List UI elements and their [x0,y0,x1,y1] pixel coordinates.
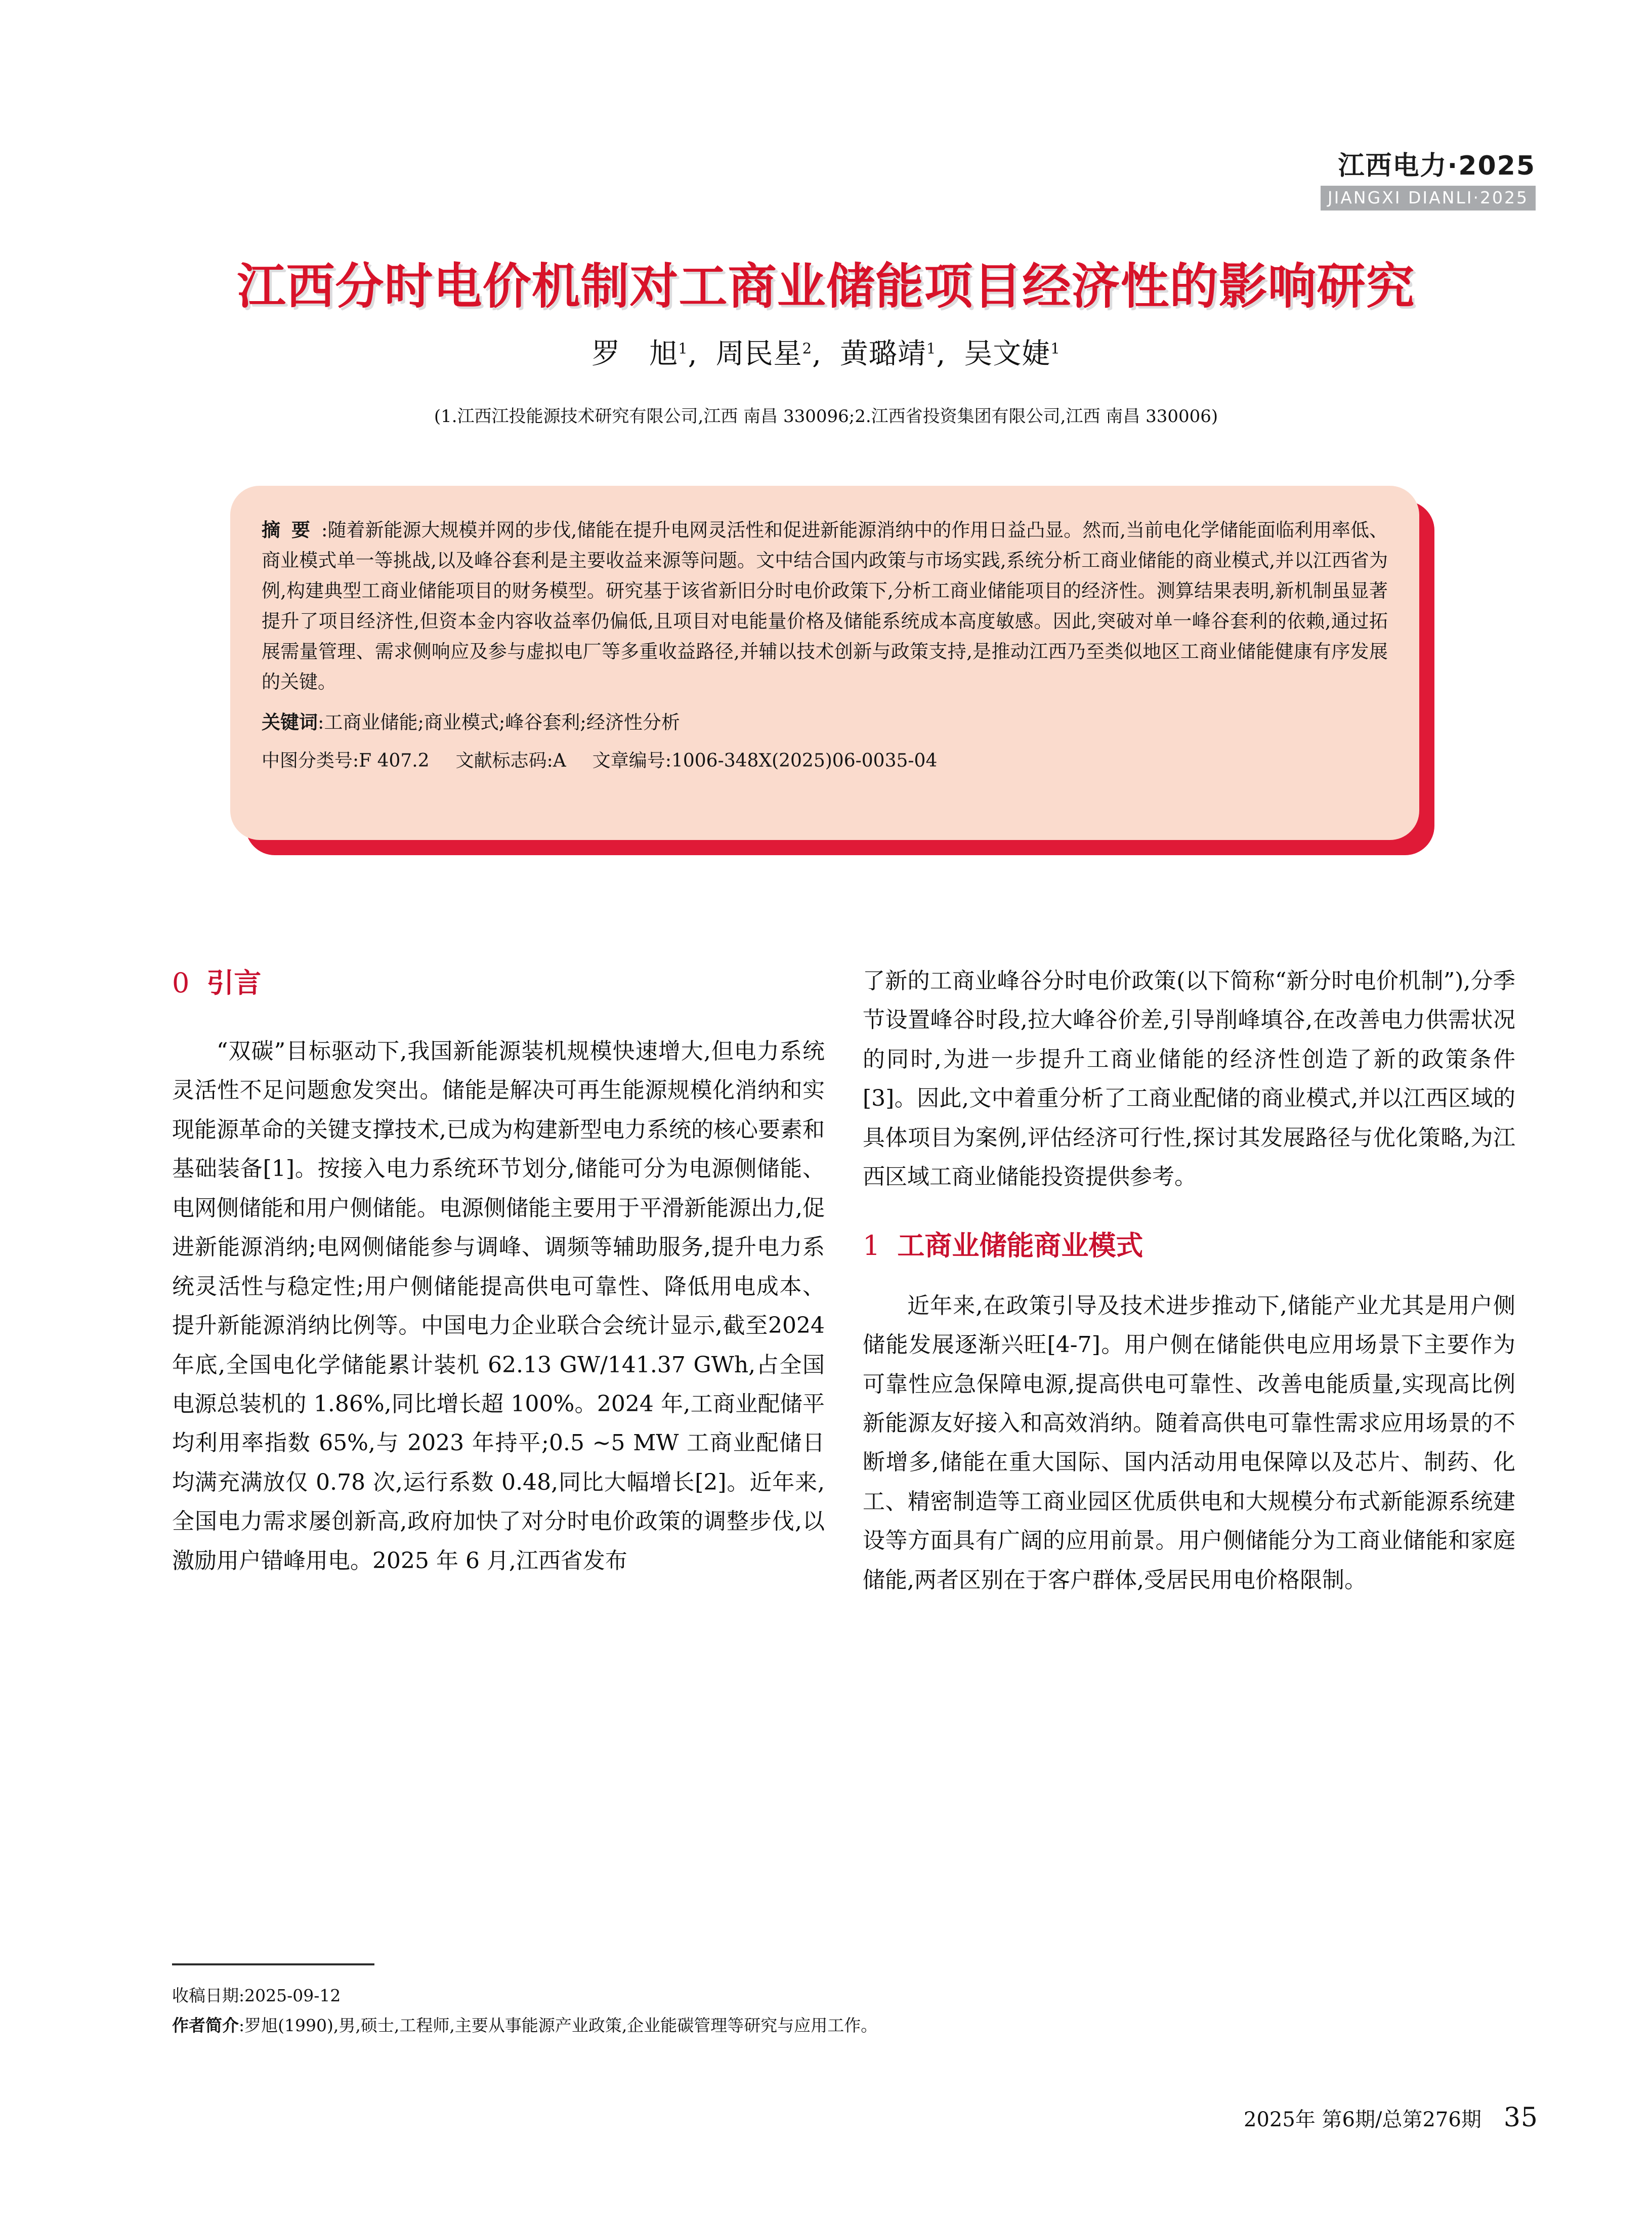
author-bio-label: 作者简介 [172,2015,239,2035]
author-bio-value: 罗旭(1990),男,硕士,工程师,主要从事能源产业政策,企业能碳管理等研究与应用工作。 [244,2015,878,2035]
section-number: 1 [863,1229,880,1262]
issue-info: 2025年 第6期/总第276期 [1244,2108,1481,2131]
received-date-line: 收稿日期:2025-09-12 [172,1986,341,2005]
abstract-colon: : [321,519,328,541]
received-date-value: 2025-09-12 [244,1986,341,2005]
right-column [863,961,1515,1600]
doc-code-value: A [553,750,566,771]
keywords-value: 工商业储能;商业模式;峰谷套利;经济性分析 [324,711,680,733]
received-date-label: 收稿日期 [172,1986,239,2005]
section-title: 工商业储能商业模式 [897,1229,1143,1262]
section-number: 0 [172,967,190,999]
section-title: 引言 [206,967,262,999]
abstract-text: 随着新能源大规模并网的步伐,储能在提升电网灵活性和促进新能源消纳中的作用日益凸显。然而,当前电化学储能面临利用率低、商业模式单一等挑战,以及峰谷套利是主要收益来源等问题。文中结合国内政策与市场实践,系统分析工商业储能的商业模式,并以江西省为例,构建典型工商业储能项目的财务模型。研究基于该省新旧分时电价政策下,分析工商业储能项目的经济性。测算结果表明,新机制虽显著提升了项目经济性,但资本金内容收益率仍偏低,且项目对电能量价格及储能系统成本高度敏感。因此,突破对单一峰谷套利的依赖,通过拓展需量管理、需求侧响应及参与虚拟电厂等多重收益路径,并辅以技术创新与政策支持,是推动江西乃至类似地区工商业储能健康有序发展的关键。 [262,519,1388,693]
abstract-card-wrapper [230,486,1419,840]
author-bio-line: 作者简介:罗旭(1990),男,硕士,工程师,主要从事能源产业政策,企业能碳管理等研究与应用工作。 [172,2015,878,2035]
author-affiliation-marker: 1 [926,340,937,357]
clc-value: F 407.2 [359,750,430,771]
abstract-label: 摘要 [262,519,321,541]
classification-line: 中图分类号:F 407.2 文献标志码:A 文章编号:1006-348X(2025)06-0035-04 [262,750,938,771]
author-affiliation-marker: 2 [802,340,813,357]
article-title: 江西分时电价机制对工商业储能项目经济性的影响研究 [237,258,1415,315]
body-paragraph: “双碳”目标驱动下,我国新能源装机规模快速增大,但电力系统灵活性不足问题愈发突出。储能是解决可再生能源规模化消纳和实现能源革命的关键支撑技术,已成为构建新型电力系统的核心要素和基础装备[1]。按接入电力系统环节划分,储能可分为电源侧储能、电网侧储能和用户侧储能。电源侧储能主要用于平滑新能源出力,促进新能源消纳;电网侧储能参与调峰、调频等辅助服务,提升电力系统灵活性与稳定性;用户侧储能提高供电可靠性、降低用电成本、提升新能源消纳比例等。中国电力企业联合会统计显示,截至2024年底,全国电化学储能累计装机 62.13 GW/141.37 GWh,占全国电源总装机的 1.86%,同比增长超 100%。2024 年,工商业配储平均利用率指数 65%,与 2023 年持平;0.5 ~5 MW 工商业配储日均满充满放仅 0.78 次,运行系数 0.48,同比大幅增长[2]。近年来,全国电力需求屡创新高,政府加快了对分时电价政策的调整步伐,以激励用户错峰用电。2025 年 6 月,江西省发布 [172,1038,825,1574]
author-name: 罗 旭$^1$ [591,338,688,370]
author-affiliation-marker: 1 [1050,340,1061,357]
footnote-divider [172,1963,374,1965]
author-affiliation-marker: 1 [678,340,688,357]
article-no-label: 文章编号 [592,750,665,771]
page-number: 35 [1503,2103,1538,2133]
keywords-line: 关键词:工商业储能;商业模式;峰谷套利;经济性分析 [262,711,680,733]
masthead [1321,152,1536,211]
page-footer [1244,2103,1538,2133]
body-paragraph: 近年来,在政策引导及技术进步推动下,储能产业尤其是用户侧储能发展逐渐兴旺[4-7]。用户侧在储能供电应用场景下主要作为可靠性应急保障电源,提高供电可靠性、改善电能质量,实现高比例新能源友好接入和高效消纳。随着高供电可靠性需求应用场景的不断增多,储能在重大国际、国内活动用电保障以及芯片、制药、化工、精密制造等工商业园区优质供电和大规模分布式新能源系统建设等方面具有广阔的应用前景。用户侧储能分为工商业储能和家庭储能,两者区别在于客户群体,受居民用电价格限制。 [863,1292,1515,1593]
author-name: 吴文婕$^1$ [964,338,1061,370]
section-heading-intro [172,961,825,1000]
author-name: 周民星$^2$ [715,338,813,370]
author-list: 罗 旭$^1$, 周民星$^2$, 黄璐靖$^1$, 吴文婕$^1$ [591,338,1061,370]
author-name: 黄璐靖$^1$ [839,338,937,370]
keywords-label: 关键词 [262,711,318,733]
article-no-value: 1006-348X(2025)06-0035-04 [671,750,938,771]
abstract-card [230,486,1419,840]
left-column [172,961,825,1580]
masthead-title-cn: 江西电力·2025 [1338,151,1536,181]
clc-label: 中图分类号 [262,750,353,771]
body-paragraph-continued: 了新的工商业峰谷分时电价政策(以下简称“新分时电价机制”),分季节设置峰谷时段,拉大峰谷价差,引导削峰填谷,在改善电力供需状况的同时,为进一步提升工商业储能的经济性创造了新的政策条件[3]。因此,文中着重分析了工商业配储的商业模式,并以江西区域的具体项目为案例,评估经济可行性,探讨其发展路径与优化策略,为江西区域工商业储能投资提供参考。 [863,968,1515,1190]
doc-code-label: 文献标志码 [455,750,547,771]
footnote-block [172,1981,1467,2040]
masthead-title-en: JIANGXI DIANLI·2025 [1321,186,1536,211]
abstract-paragraph [262,515,1388,697]
section-heading-one [863,1224,1515,1263]
affiliation-line: (1.江西江投能源技术研究有限公司,江西 南昌 330096;2.江西省投资集团有限公司,江西 南昌 330006) [434,406,1218,427]
